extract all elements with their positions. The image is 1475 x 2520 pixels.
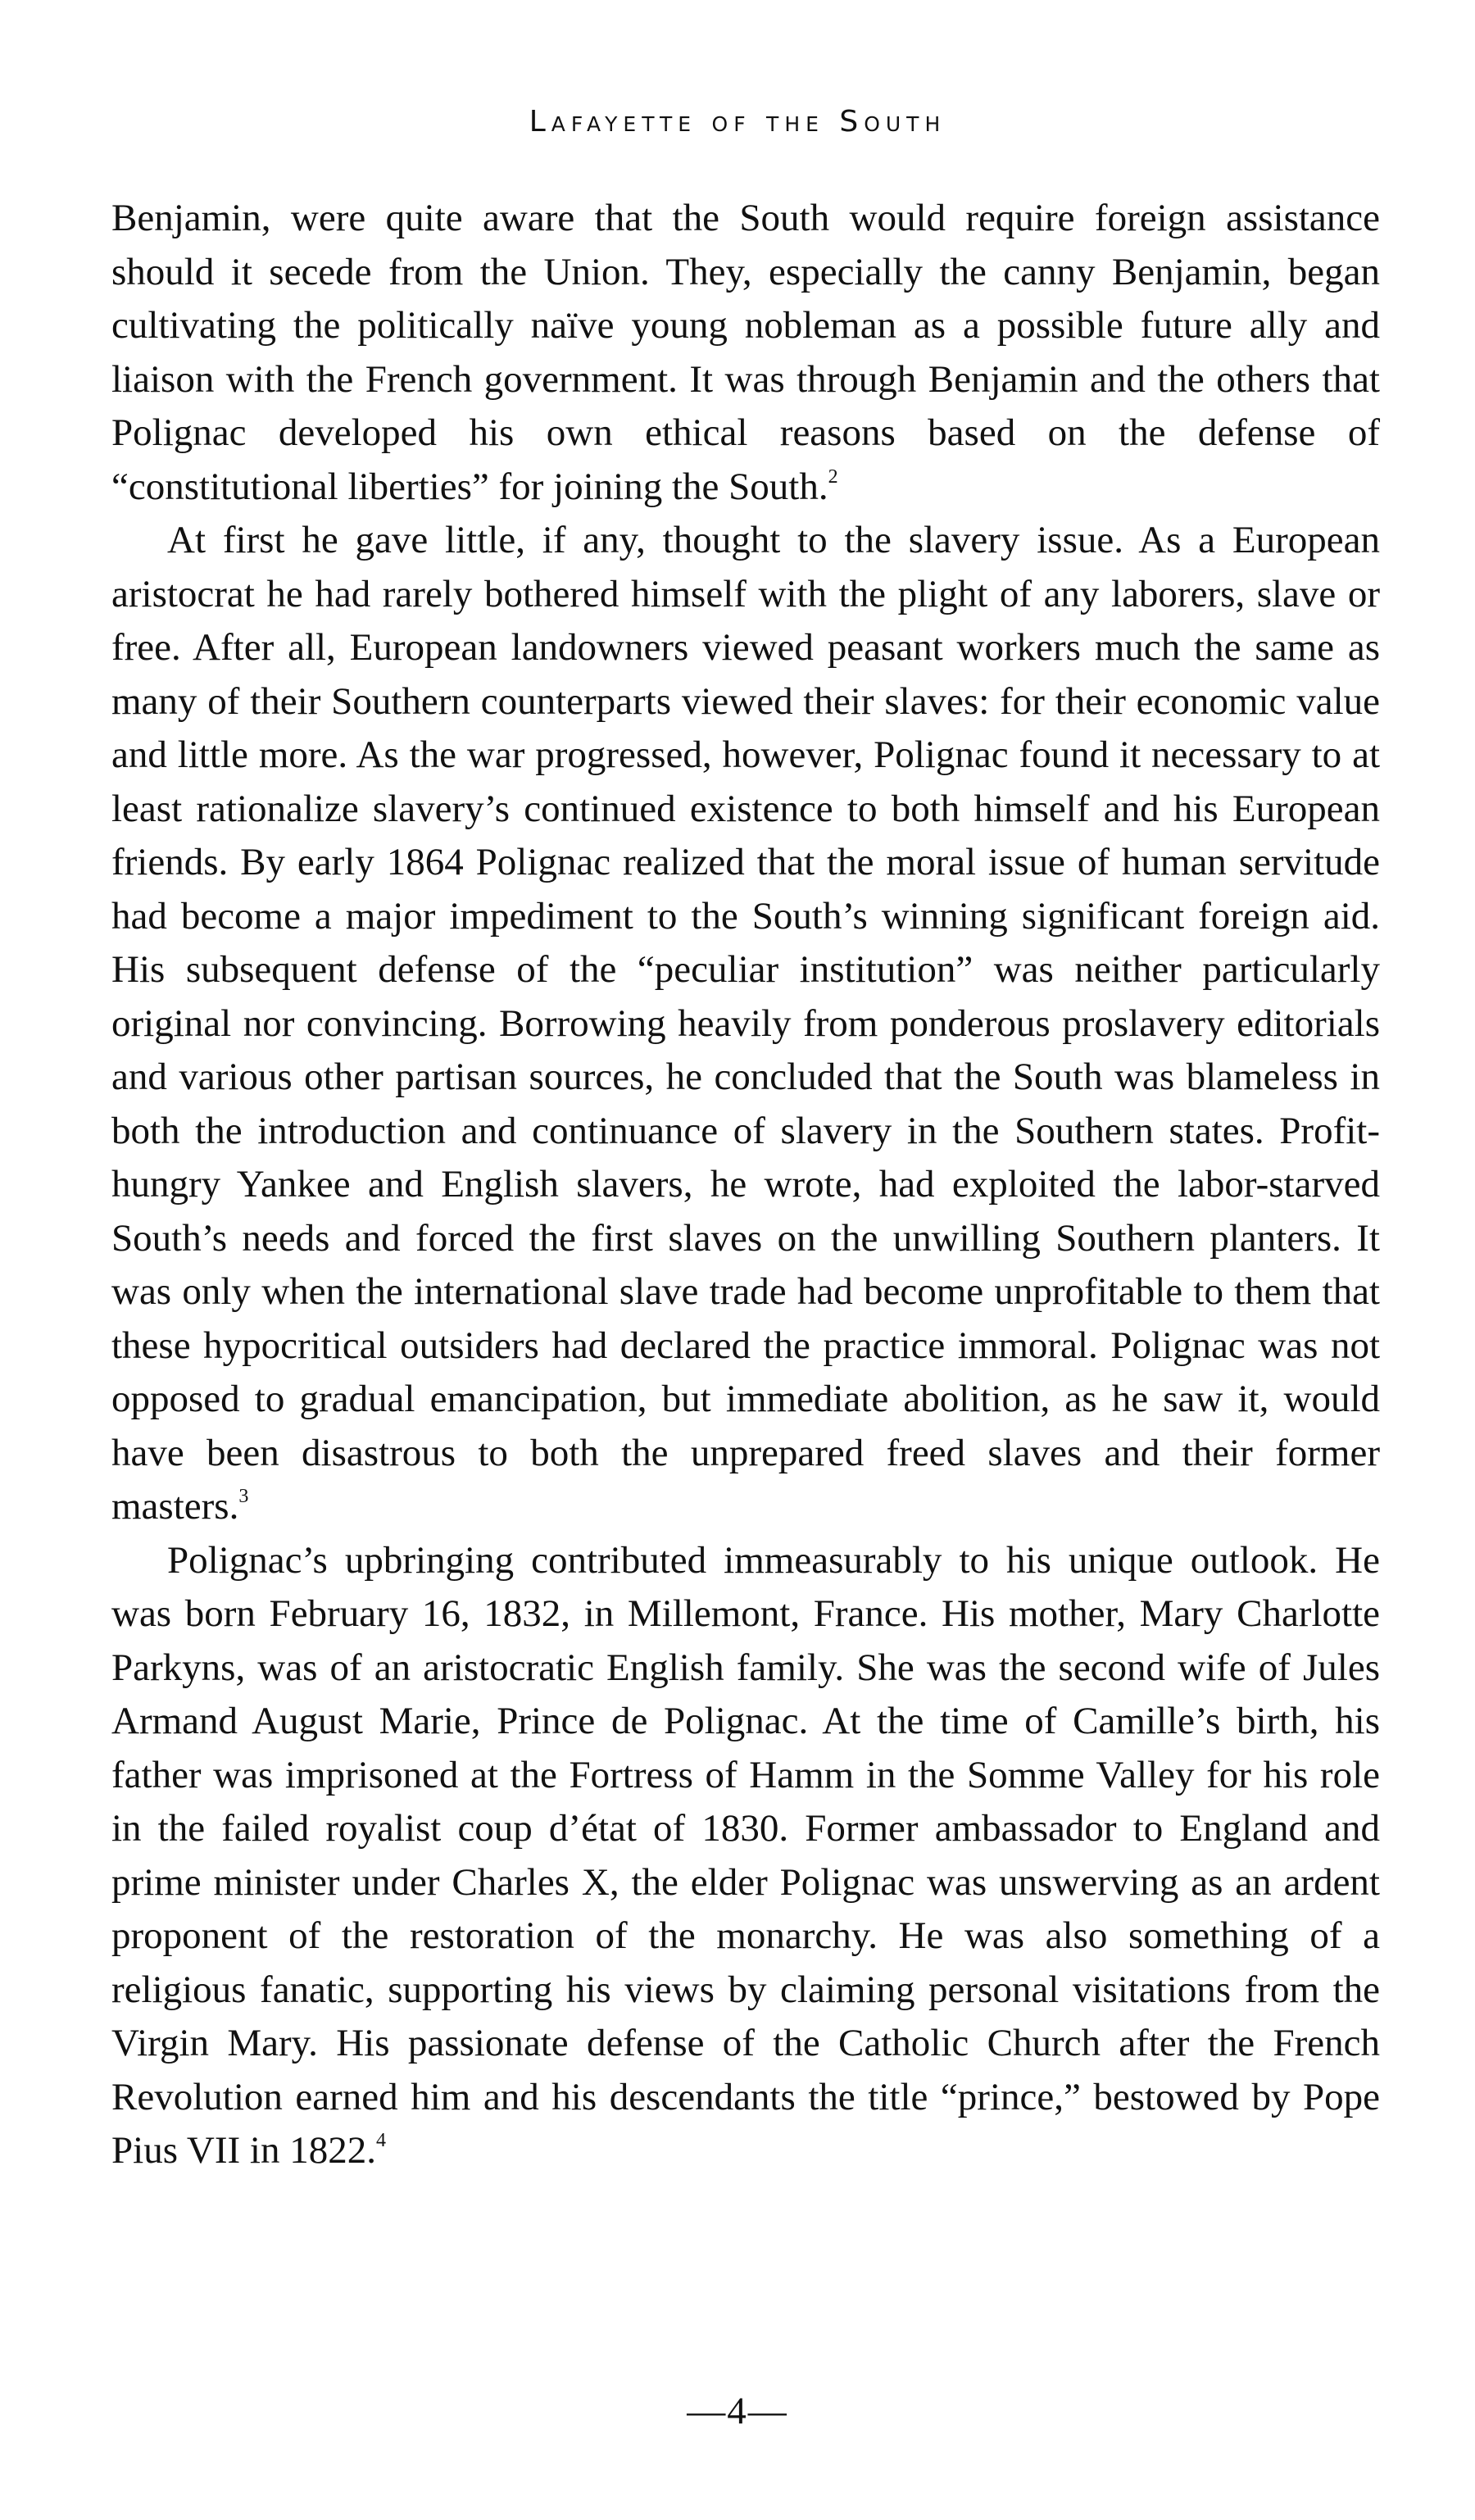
paragraph-3-text: Polignac’s upbringing contributed immeasurably to his unique outlook. He was born February 16, 1832, in Millemont, France. His mother, Mary Charlotte Parkyns, was of an aristocratic English family. She was the second wife of Jules Armand August Marie, Prince de Polignac. At the time of Camille’s birth, his father was imprisoned at the Fortress of Hamm in the Somme Valley for his role in the failed royalist coup d’état of 1830. Former ambassador to England and prime minister under Charles X, the elder Polignac was unswerving as an ardent proponent of the restoration of the monarchy. He was also something of a religious fanatic, supporting his views by claiming personal visitations from the Virgin Mary. His passionate defense of the Catholic Church after the French Revolution earned him and his descendants the title “prince,” bestowed by Pope Pius VII in 1822. bbox=[111, 1538, 1380, 2172]
page-number: —4— bbox=[687, 2390, 788, 2432]
footnote-marker-2: 2 bbox=[828, 465, 838, 488]
running-head: Lafayette of the South bbox=[529, 105, 946, 138]
footnote-marker-4: 4 bbox=[375, 2130, 386, 2151]
paragraph-2 bbox=[111, 514, 1380, 1534]
paragraph-1-text: Benjamin, were quite aware that the South would require foreign assistance should it secede from the Union. They, especially the canny Benjamin, began cultivating the politically naïve young nobleman as a possible future ally and liaison with the French government. It was through Benjamin and the others that Polignac developed his own ethical reasons based on the defense of “constitutional liberties” for joining the South. bbox=[111, 197, 1380, 508]
paragraph-3 bbox=[111, 1534, 1380, 2178]
paragraph-1 bbox=[111, 192, 1380, 514]
paragraph-2-text: At first he gave little, if any, thought to the slavery issue. As a European aristocrat he had rarely bothered himself with the plight of any laborers, slave or free. After all, European landowners viewed peasant workers much the same as many of their Southern counterparts viewed their slaves: for their economic value and little more. As the war progressed, however, Polignac found it necessary to at least rationalize slavery’s continued existence to both himself and his European friends. By early 1864 Polignac realized that the moral issue of human servitude had become a major impediment to the South’s winning significant foreign aid. His subsequent defense of the “peculiar institution” was neither particularly original nor convincing. Borrowing heavily from ponderous proslavery editorials and various other partisan sources, he concluded that the South was blameless in both the introduction and continuance of slavery in the Southern states. Profit-hungry Yankee and English slavers, he wrote, had exploited the labor-starved South’s needs and forced the first slaves on the unwilling Southern planters. It was only when the international slave trade had become unprofitable to them that these hypocritical outsiders had declared the practice immoral. Polignac was not opposed to gradual emancipation, but immediate abolition, as he saw it, would have been disastrous to both the unprepared freed slaves and their former masters. bbox=[111, 519, 1380, 1528]
footnote-marker-3: 3 bbox=[238, 1486, 249, 1507]
body-text bbox=[111, 192, 1380, 2178]
